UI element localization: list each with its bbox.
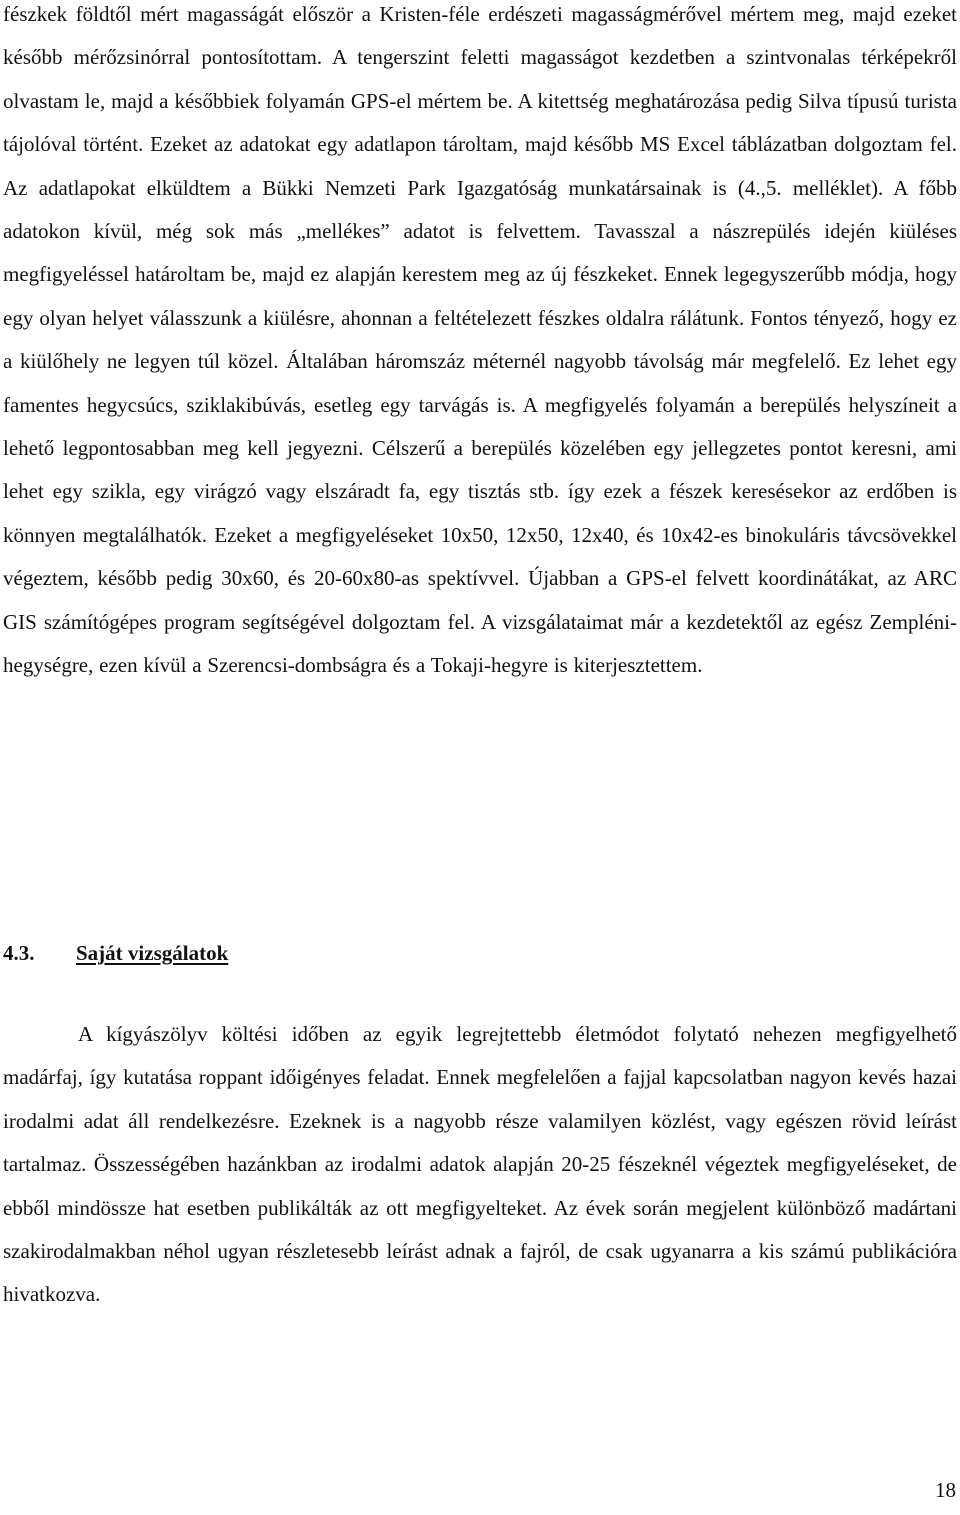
- body-paragraph-methods: fészkek földtől mért magasságát először a Kristen-féle erdészeti magasságmérővel mértem meg, majd ezeket később mérőzsinórral pontosítottam. A tengerszint feletti magasságot kezdetben a szintvonalas térképekről olvastam le, majd a későbbiek folyamán GPS-el mértem be. A kitettség meghatározása pedig Silva típusú turista tájolóval történt. Ezeket az adatokat egy adatlapon tároltam, majd később MS Excel táblázatban dolgoztam fel. Az adatlapokat elküldtem a Bükki Nemzeti Park Igazgatóság munkatársainak is (4.,5. melléklet). A főbb adatokon kívül, még sok más „mellékes” adatot is felvettem. Tavasszal a nászrepülés idején kiüléses megfigyeléssel határoltam be, majd ez alapján kerestem meg az új fészkeket. Ennek legegyszerűbb módja, hogy egy olyan helyet válasszunk a kiülésre, ahonnan a feltételezett fészkes oldalra rálátunk. Fontos tényező, hogy ez a kiülőhely ne legyen túl közel. Általában háromszáz méternél nagyobb távolság már megfelelő. Ez lehet egy famentes hegycsúcs, sziklakibúvás, esetleg egy tarvágás is. A megfigyelés folyamán a berepülés helyszíneit a lehető legpontosabban meg kell jegyezni. Célszerű a berepülés közelében egy jellegzetes pontot keresni, ami lehet egy szikla, egy virágzó vagy elszáradt fa, egy tisztás stb. így ezek a fészek keresésekor az erdőben is könnyen megtalálhatók. Ezeket a megfigyeléseket 10x50, 12x50, 12x40, és 10x42-es binokuláris távcsövekkel végeztem, később pedig 30x60, és 20-60x80-as spektívvel. Újabban a GPS-el felvett koordinátákat, az ARC GIS számítógépes program segítségével dolgoztam fel. A vizsgálataimat már a kezdetektől az egész Zempléni-hegységre, ezen kívül a Szerencsi-dombságra és a Tokaji-hegyre is kiterjesztettem.: [3, 2, 957, 678]
- page-number: 18: [935, 1478, 956, 1502]
- section-title: Saját vizsgálatok: [76, 941, 229, 965]
- body-paragraph-own-research: A kígyászölyv költési időben az egyik legrejtettebb életmódot folytató nehezen megfigyelhető madárfaj, így kutatása roppant időigényes feladat. Ennek megfelelően a fajjal kapcsolatban nagyon kevés hazai irodalmi adat áll rendelkezésre. Ezeknek is a nagyobb része valamilyen közlést, vagy egészen rövid leírást tartalmaz. Összességében hazánkban az irodalmi adatok alapján 20-25 fészeknél végeztek megfigyeléseket, de ebből mindössze hat esetben publikálták az ott megfigyelteket. Az évek során megjelent különböző madártani szakirodalmakban néhol ugyan részletesebb leírást adnak a fajról, de csak ugyanarra a kis számú publikációra hivatkozva.: [3, 1022, 957, 1307]
- section-heading: [3, 932, 228, 975]
- section-number: 4.3.: [3, 941, 35, 965]
